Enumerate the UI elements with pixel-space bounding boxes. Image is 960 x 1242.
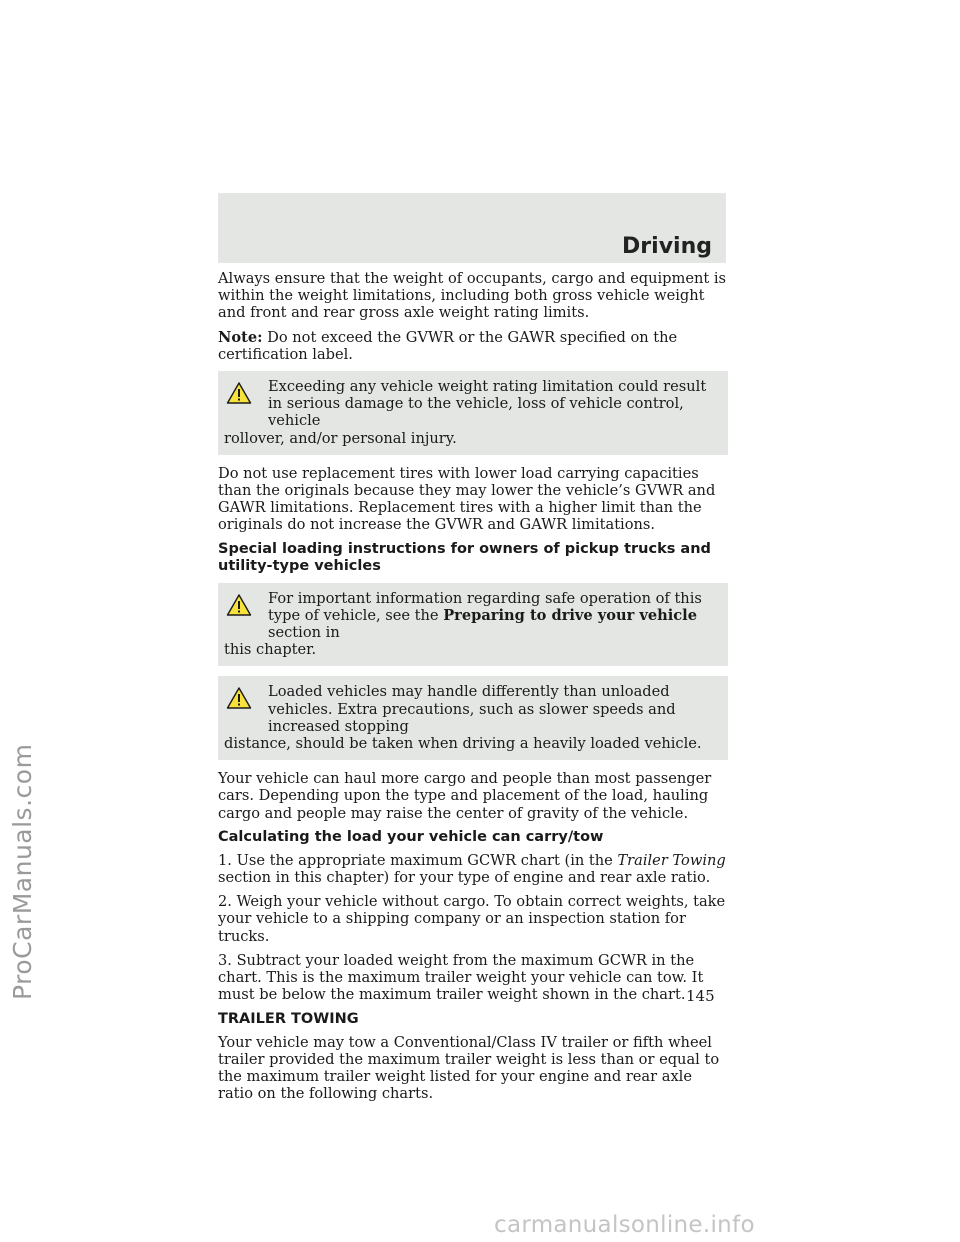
side-watermark: ProCarManuals.com xyxy=(8,743,37,1000)
step-2: 2. Weigh your vehicle without cargo. To obtain correct weights, take your vehicle to a shipping company or an inspection station for trucks. xyxy=(218,893,726,945)
heading-special-loading: Special loading instructions for owners of pickup trucks and utility-type vehicles xyxy=(218,540,711,574)
heading-calculating-load: Calculating the load your vehicle can carry/tow xyxy=(218,828,604,845)
step-1-text: 1. Use the appropriate maximum GCWR chart (in the xyxy=(218,851,618,869)
note-paragraph xyxy=(218,329,728,363)
paragraph-haul-cargo: Your vehicle can haul more cargo and people than most passenger cars. Depending upon the type and placement of the load, hauling cargo and people may raise the center of gravity of the vehicle. xyxy=(218,770,712,822)
warning-text-rest: rollover, and/or personal injury. xyxy=(224,429,457,447)
page-content xyxy=(218,270,728,1109)
warning-triangle-icon xyxy=(226,593,252,617)
warning-text-first: Exceeding any vehicle weight rating limitation could result in serious damage to the vehicle, loss of vehicle control, vehicle xyxy=(268,378,707,430)
warning-text-after: section in xyxy=(268,624,340,642)
section-header xyxy=(218,193,726,263)
warning-triangle-icon xyxy=(226,381,252,405)
step-3: 3. Subtract your loaded weight from the maximum GCWR in the chart. This is the maximum trailer weight your vehicle can tow. It must be below the maximum trailer weight shown in the chart. xyxy=(218,951,704,1004)
step-1 xyxy=(218,852,728,886)
paragraph-trailer-towing: Your vehicle may tow a Conventional/Class IV trailer or fifth wheel trailer provided the maximum trailer weight is less than or equal to the maximum trailer weight listed for your engine and rear axle ratio on the following charts. xyxy=(218,1033,720,1103)
note-text: Do not exceed the GVWR or the GAWR specified on the certification label. xyxy=(218,328,678,363)
step-1-text-after: section in this chapter) for your type of engine and rear axle ratio. xyxy=(218,869,711,887)
trailer-towing-reference: Trailer Towing xyxy=(617,851,726,869)
warning-text-rest: distance, should be taken when driving a heavily loaded vehicle. xyxy=(224,735,702,753)
warning-box-preparing xyxy=(218,583,728,667)
note-label: Note: xyxy=(218,328,263,346)
section-title: Driving xyxy=(622,234,712,259)
warning-text-lead: For important information regarding safe operation of this type of vehicle, see the xyxy=(268,589,702,624)
warning-text-first: Loaded vehicles may handle differently than unloaded vehicles. Extra precautions, such as slower speeds and increased stopping xyxy=(268,683,676,735)
warning-box-weight-rating xyxy=(218,371,728,455)
cross-reference-link: Preparing to drive your vehicle xyxy=(443,606,698,624)
footer-watermark: carmanualsonline.info xyxy=(494,1212,755,1238)
heading-trailer-towing: TRAILER TOWING xyxy=(218,1010,359,1027)
warning-text-first xyxy=(224,590,718,642)
page-number: 145 xyxy=(686,987,715,1005)
paragraph-replacement-tires: Do not use replacement tires with lower load carrying capacities than the originals because they may lower the vehicle’s GVWR and GAWR limitations. Replacement tires with a higher limit than the originals do not increase the GVWR and GAWR limitations. xyxy=(218,464,716,534)
paragraph-weight-limits: Always ensure that the weight of occupants, cargo and equipment is within the weight limitations, including both gross vehicle weight and front and rear gross axle weight rating limits. xyxy=(218,270,727,322)
warning-text-rest: this chapter. xyxy=(224,641,317,659)
warning-triangle-icon xyxy=(226,686,252,710)
warning-box-loaded-vehicles xyxy=(218,676,728,760)
